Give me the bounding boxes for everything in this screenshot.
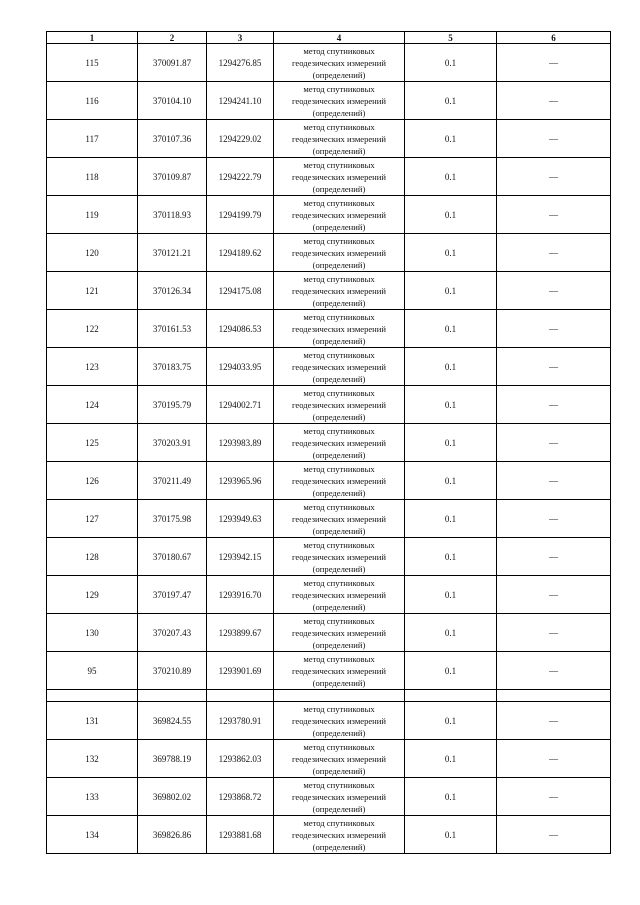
cell-x-coordinate: 370109.87 bbox=[138, 158, 207, 196]
cell-note: — bbox=[497, 82, 611, 120]
table-row bbox=[47, 740, 611, 778]
method-line: метод спутниковых bbox=[303, 387, 375, 398]
method-line: геодезических измерений bbox=[292, 209, 386, 220]
cell-point-number: 131 bbox=[47, 702, 138, 740]
method-line: (определений) bbox=[312, 449, 366, 460]
cell-note: — bbox=[497, 386, 611, 424]
cell-point-number: 132 bbox=[47, 740, 138, 778]
cell-note: — bbox=[497, 614, 611, 652]
cell-note: — bbox=[497, 576, 611, 614]
cell-y-coordinate: 1293780.91 bbox=[207, 702, 274, 740]
cell-accuracy: 0.1 bbox=[405, 44, 497, 82]
cell-accuracy: 0.1 bbox=[405, 386, 497, 424]
cell-point-number: 118 bbox=[47, 158, 138, 196]
cell-y-coordinate: 1293868.72 bbox=[207, 778, 274, 816]
table-body bbox=[47, 44, 611, 854]
table-row bbox=[47, 82, 611, 120]
method-line: (определений) bbox=[312, 841, 366, 852]
table-row bbox=[47, 462, 611, 500]
method-line: (определений) bbox=[312, 259, 366, 270]
table-row bbox=[47, 778, 611, 816]
cell-x-coordinate: 370126.34 bbox=[138, 272, 207, 310]
cell-note: — bbox=[497, 816, 611, 854]
table-row bbox=[47, 576, 611, 614]
table-row bbox=[47, 348, 611, 386]
cell-x-coordinate: 370104.10 bbox=[138, 82, 207, 120]
cell-method bbox=[274, 538, 405, 576]
method-line: метод спутниковых bbox=[303, 703, 375, 714]
method-line: метод спутниковых bbox=[303, 653, 375, 664]
table-row bbox=[47, 158, 611, 196]
header-col-2: 2 bbox=[138, 32, 207, 44]
cell-note: — bbox=[497, 272, 611, 310]
method-line: метод спутниковых bbox=[303, 577, 375, 588]
method-line: метод спутниковых bbox=[303, 235, 375, 246]
cell-note: — bbox=[497, 462, 611, 500]
cell-x-coordinate: 369802.02 bbox=[138, 778, 207, 816]
cell-point-number: 126 bbox=[47, 462, 138, 500]
method-line: метод спутниковых bbox=[303, 817, 375, 828]
table-row bbox=[47, 310, 611, 348]
cell-method bbox=[274, 158, 405, 196]
cell-point-number: 129 bbox=[47, 576, 138, 614]
cell-y-coordinate: 1294002.71 bbox=[207, 386, 274, 424]
cell-accuracy: 0.1 bbox=[405, 576, 497, 614]
method-line: геодезических измерений bbox=[292, 323, 386, 334]
table-header bbox=[47, 32, 611, 44]
cell-x-coordinate: 369824.55 bbox=[138, 702, 207, 740]
cell-accuracy: 0.1 bbox=[405, 120, 497, 158]
cell-x-coordinate: 370210.89 bbox=[138, 652, 207, 690]
cell-y-coordinate: 1293899.67 bbox=[207, 614, 274, 652]
cell-method bbox=[274, 462, 405, 500]
cell-note: — bbox=[497, 652, 611, 690]
cell-accuracy: 0.1 bbox=[405, 424, 497, 462]
table-row bbox=[47, 386, 611, 424]
method-line: геодезических измерений bbox=[292, 57, 386, 68]
coordinates-table bbox=[46, 31, 611, 854]
cell-method bbox=[274, 424, 405, 462]
method-line: (определений) bbox=[312, 183, 366, 194]
method-line: метод спутниковых bbox=[303, 779, 375, 790]
cell-note: — bbox=[497, 538, 611, 576]
cell-x-coordinate: 370183.75 bbox=[138, 348, 207, 386]
cell-accuracy: 0.1 bbox=[405, 234, 497, 272]
cell-method bbox=[274, 310, 405, 348]
method-line: (определений) bbox=[312, 487, 366, 498]
cell-note: — bbox=[497, 778, 611, 816]
cell-point-number: 119 bbox=[47, 196, 138, 234]
method-line: (определений) bbox=[312, 677, 366, 688]
method-line: (определений) bbox=[312, 373, 366, 384]
cell-x-coordinate: 370207.43 bbox=[138, 614, 207, 652]
method-line: геодезических измерений bbox=[292, 753, 386, 764]
cell-note: — bbox=[497, 196, 611, 234]
method-line: метод спутниковых bbox=[303, 121, 375, 132]
cell-accuracy: 0.1 bbox=[405, 538, 497, 576]
method-line: метод спутниковых bbox=[303, 501, 375, 512]
method-line: (определений) bbox=[312, 297, 366, 308]
cell-x-coordinate: 370203.91 bbox=[138, 424, 207, 462]
cell-x-coordinate: 370175.98 bbox=[138, 500, 207, 538]
method-line: геодезических измерений bbox=[292, 399, 386, 410]
cell-point-number: 130 bbox=[47, 614, 138, 652]
cell-point-number: 125 bbox=[47, 424, 138, 462]
cell-point-number: 127 bbox=[47, 500, 138, 538]
method-line: (определений) bbox=[312, 335, 366, 346]
method-line: геодезических измерений bbox=[292, 437, 386, 448]
cell-method bbox=[274, 120, 405, 158]
cell-note: — bbox=[497, 740, 611, 778]
cell-accuracy: 0.1 bbox=[405, 652, 497, 690]
table-row bbox=[47, 500, 611, 538]
cell-accuracy: 0.1 bbox=[405, 614, 497, 652]
cell-y-coordinate: 1294033.95 bbox=[207, 348, 274, 386]
cell-x-coordinate: 369826.86 bbox=[138, 816, 207, 854]
method-line: геодезических измерений bbox=[292, 513, 386, 524]
cell-point-number: 116 bbox=[47, 82, 138, 120]
cell-y-coordinate: 1294222.79 bbox=[207, 158, 274, 196]
method-line: (определений) bbox=[312, 145, 366, 156]
separator-cell bbox=[274, 690, 405, 702]
method-line: (определений) bbox=[312, 727, 366, 738]
cell-y-coordinate: 1293916.70 bbox=[207, 576, 274, 614]
cell-note: — bbox=[497, 348, 611, 386]
cell-method bbox=[274, 348, 405, 386]
cell-method bbox=[274, 196, 405, 234]
cell-note: — bbox=[497, 234, 611, 272]
header-col-4: 4 bbox=[274, 32, 405, 44]
cell-point-number: 95 bbox=[47, 652, 138, 690]
cell-point-number: 134 bbox=[47, 816, 138, 854]
method-line: (определений) bbox=[312, 525, 366, 536]
cell-y-coordinate: 1293901.69 bbox=[207, 652, 274, 690]
method-line: геодезических измерений bbox=[292, 133, 386, 144]
cell-accuracy: 0.1 bbox=[405, 702, 497, 740]
cell-method bbox=[274, 614, 405, 652]
method-line: метод спутниковых bbox=[303, 273, 375, 284]
method-line: (определений) bbox=[312, 563, 366, 574]
method-line: (определений) bbox=[312, 411, 366, 422]
cell-method bbox=[274, 44, 405, 82]
cell-point-number: 123 bbox=[47, 348, 138, 386]
cell-point-number: 115 bbox=[47, 44, 138, 82]
cell-y-coordinate: 1293949.63 bbox=[207, 500, 274, 538]
cell-accuracy: 0.1 bbox=[405, 740, 497, 778]
table-row bbox=[47, 120, 611, 158]
cell-point-number: 117 bbox=[47, 120, 138, 158]
cell-accuracy: 0.1 bbox=[405, 272, 497, 310]
method-line: геодезических измерений bbox=[292, 551, 386, 562]
cell-y-coordinate: 1294229.02 bbox=[207, 120, 274, 158]
separator-cell bbox=[405, 690, 497, 702]
method-line: геодезических измерений bbox=[292, 627, 386, 638]
cell-accuracy: 0.1 bbox=[405, 500, 497, 538]
cell-y-coordinate: 1294175.08 bbox=[207, 272, 274, 310]
table-row bbox=[47, 614, 611, 652]
method-line: метод спутниковых bbox=[303, 463, 375, 474]
cell-x-coordinate: 369788.19 bbox=[138, 740, 207, 778]
header-col-3: 3 bbox=[207, 32, 274, 44]
cell-point-number: 120 bbox=[47, 234, 138, 272]
cell-method bbox=[274, 82, 405, 120]
cell-y-coordinate: 1294276.85 bbox=[207, 44, 274, 82]
cell-method bbox=[274, 386, 405, 424]
cell-y-coordinate: 1293881.68 bbox=[207, 816, 274, 854]
method-line: метод спутниковых bbox=[303, 311, 375, 322]
header-col-5: 5 bbox=[405, 32, 497, 44]
method-line: метод спутниковых bbox=[303, 741, 375, 752]
cell-x-coordinate: 370197.47 bbox=[138, 576, 207, 614]
cell-y-coordinate: 1294241.10 bbox=[207, 82, 274, 120]
method-line: метод спутниковых bbox=[303, 197, 375, 208]
table-row bbox=[47, 816, 611, 854]
table-row bbox=[47, 234, 611, 272]
method-line: геодезических измерений bbox=[292, 829, 386, 840]
cell-y-coordinate: 1294199.79 bbox=[207, 196, 274, 234]
method-line: геодезических измерений bbox=[292, 791, 386, 802]
cell-accuracy: 0.1 bbox=[405, 816, 497, 854]
cell-note: — bbox=[497, 158, 611, 196]
cell-y-coordinate: 1293983.89 bbox=[207, 424, 274, 462]
cell-note: — bbox=[497, 120, 611, 158]
header-col-6: 6 bbox=[497, 32, 611, 44]
cell-method bbox=[274, 652, 405, 690]
method-line: геодезических измерений bbox=[292, 361, 386, 372]
table-row bbox=[47, 702, 611, 740]
table-row bbox=[47, 652, 611, 690]
cell-note: — bbox=[497, 44, 611, 82]
method-line: метод спутниковых bbox=[303, 83, 375, 94]
cell-accuracy: 0.1 bbox=[405, 778, 497, 816]
cell-point-number: 128 bbox=[47, 538, 138, 576]
method-line: метод спутниковых bbox=[303, 539, 375, 550]
method-line: (определений) bbox=[312, 765, 366, 776]
method-line: (определений) bbox=[312, 803, 366, 814]
method-line: (определений) bbox=[312, 221, 366, 232]
method-line: геодезических измерений bbox=[292, 95, 386, 106]
group-separator-row bbox=[47, 690, 611, 702]
separator-cell bbox=[207, 690, 274, 702]
cell-method bbox=[274, 500, 405, 538]
cell-x-coordinate: 370091.87 bbox=[138, 44, 207, 82]
cell-y-coordinate: 1293965.96 bbox=[207, 462, 274, 500]
cell-x-coordinate: 370121.21 bbox=[138, 234, 207, 272]
cell-accuracy: 0.1 bbox=[405, 310, 497, 348]
cell-accuracy: 0.1 bbox=[405, 82, 497, 120]
table-row bbox=[47, 424, 611, 462]
cell-note: — bbox=[497, 702, 611, 740]
cell-method bbox=[274, 702, 405, 740]
cell-point-number: 122 bbox=[47, 310, 138, 348]
cell-method bbox=[274, 234, 405, 272]
method-line: геодезических измерений bbox=[292, 247, 386, 258]
method-line: (определений) bbox=[312, 107, 366, 118]
cell-method bbox=[274, 272, 405, 310]
method-line: (определений) bbox=[312, 69, 366, 80]
cell-y-coordinate: 1294189.62 bbox=[207, 234, 274, 272]
cell-note: — bbox=[497, 310, 611, 348]
cell-method bbox=[274, 576, 405, 614]
table-row bbox=[47, 272, 611, 310]
method-line: (определений) bbox=[312, 601, 366, 612]
method-line: геодезических измерений bbox=[292, 285, 386, 296]
cell-y-coordinate: 1293942.15 bbox=[207, 538, 274, 576]
cell-method bbox=[274, 740, 405, 778]
cell-note: — bbox=[497, 424, 611, 462]
method-line: (определений) bbox=[312, 639, 366, 650]
method-line: метод спутниковых bbox=[303, 425, 375, 436]
table-row bbox=[47, 196, 611, 234]
header-row bbox=[47, 32, 611, 44]
cell-accuracy: 0.1 bbox=[405, 196, 497, 234]
cell-point-number: 133 bbox=[47, 778, 138, 816]
cell-accuracy: 0.1 bbox=[405, 158, 497, 196]
table-row bbox=[47, 538, 611, 576]
cell-point-number: 121 bbox=[47, 272, 138, 310]
method-line: геодезических измерений bbox=[292, 589, 386, 600]
cell-x-coordinate: 370118.93 bbox=[138, 196, 207, 234]
method-line: метод спутниковых bbox=[303, 349, 375, 360]
cell-x-coordinate: 370107.36 bbox=[138, 120, 207, 158]
header-col-1: 1 bbox=[47, 32, 138, 44]
method-line: геодезических измерений bbox=[292, 715, 386, 726]
separator-cell bbox=[497, 690, 611, 702]
table-row bbox=[47, 44, 611, 82]
method-line: геодезических измерений bbox=[292, 475, 386, 486]
cell-accuracy: 0.1 bbox=[405, 348, 497, 386]
cell-x-coordinate: 370195.79 bbox=[138, 386, 207, 424]
cell-x-coordinate: 370180.67 bbox=[138, 538, 207, 576]
method-line: метод спутниковых bbox=[303, 615, 375, 626]
cell-method bbox=[274, 816, 405, 854]
cell-method bbox=[274, 778, 405, 816]
cell-y-coordinate: 1294086.53 bbox=[207, 310, 274, 348]
cell-x-coordinate: 370161.53 bbox=[138, 310, 207, 348]
cell-y-coordinate: 1293862.03 bbox=[207, 740, 274, 778]
method-line: геодезических измерений bbox=[292, 171, 386, 182]
separator-cell bbox=[138, 690, 207, 702]
cell-accuracy: 0.1 bbox=[405, 462, 497, 500]
separator-cell bbox=[47, 690, 138, 702]
method-line: метод спутниковых bbox=[303, 45, 375, 56]
cell-point-number: 124 bbox=[47, 386, 138, 424]
method-line: метод спутниковых bbox=[303, 159, 375, 170]
cell-x-coordinate: 370211.49 bbox=[138, 462, 207, 500]
cell-note: — bbox=[497, 500, 611, 538]
method-line: геодезических измерений bbox=[292, 665, 386, 676]
